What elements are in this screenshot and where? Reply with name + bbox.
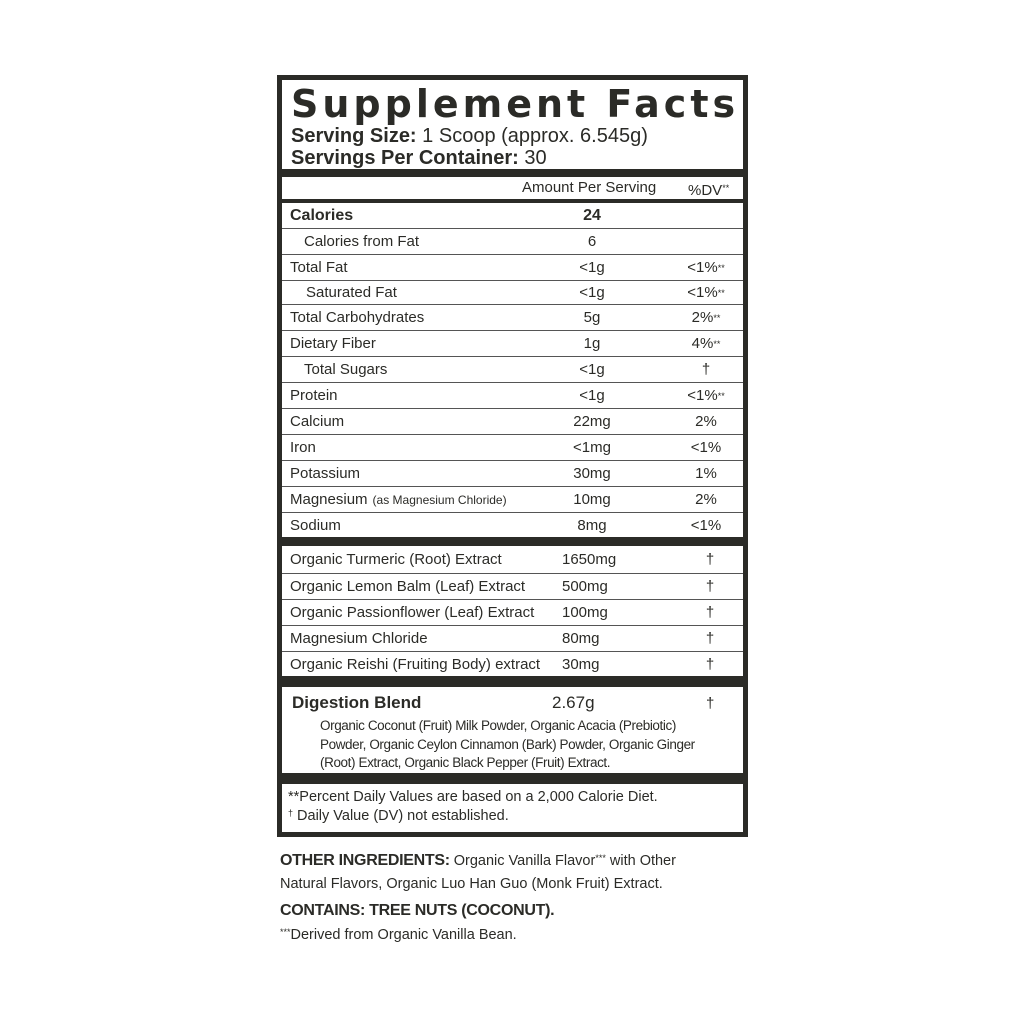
vanilla-note-text: Derived from Organic Vanilla Bean.	[290, 927, 517, 943]
dv-header: %DV**	[688, 182, 730, 199]
extract-amount: 1650mg	[562, 551, 617, 568]
dagger-footnote-mark: †	[288, 808, 294, 818]
nutrient-dv: 2%	[695, 413, 717, 430]
contains-statement: CONTAINS: TREE NUTS (COCONUT).	[280, 902, 555, 919]
extract-row	[282, 599, 743, 625]
blend-box	[282, 687, 743, 773]
extract-amount: 500mg	[562, 578, 608, 595]
nutrient-row	[282, 486, 743, 512]
vanilla-note	[280, 927, 750, 943]
nutrient-amount: 30mg	[573, 465, 611, 482]
nutrient-dv: †	[701, 361, 711, 378]
nutrient-name: Saturated Fat	[306, 284, 397, 301]
blend-amount: 2.67g	[552, 693, 595, 712]
nutrient-row	[282, 512, 743, 537]
extract-name: Organic Lemon Balm (Leaf) Extract	[290, 578, 526, 595]
nutrient-dv: 2% **	[691, 309, 721, 326]
nutrient-name: Calories from Fat	[304, 233, 420, 250]
serving-size-label: Serving Size:	[291, 125, 417, 147]
extract-amount: 80mg	[562, 630, 600, 647]
extract-name: Organic Passionflower (Leaf) Extract	[290, 604, 535, 621]
other-ingredients-label: OTHER INGREDIENTS:	[280, 852, 450, 869]
supplement-facts-panel	[277, 75, 748, 837]
extract-name: Organic Reishi (Fruiting Body) extract	[290, 655, 541, 673]
nutrient-row	[282, 228, 743, 254]
nutrient-amount: 22mg	[573, 413, 611, 430]
extract-name: Magnesium Chloride	[290, 630, 428, 647]
nutrient-name: Total Carbohydrates	[290, 309, 425, 326]
extract-amount: 100mg	[562, 604, 608, 621]
nutrient-row	[282, 304, 743, 330]
nutrient-name: Magnesium (as Magnesium Chloride)	[290, 491, 507, 508]
nutrient-row	[282, 434, 743, 460]
nutrient-row	[282, 382, 743, 408]
nutrient-row	[282, 408, 743, 434]
nutrient-amount: 5g	[583, 309, 601, 326]
other-ingredients-text-a: Organic Vanilla Flavor	[453, 853, 596, 869]
extract-name: Organic Turmeric (Root) Extract	[290, 551, 502, 568]
column-header-box	[282, 177, 743, 199]
nutrient-dv: 2%	[695, 491, 717, 508]
extract-dv: †	[705, 604, 715, 621]
nutrient-dv: 1%	[695, 465, 717, 482]
nutrient-amount: 10mg	[573, 491, 611, 508]
nutrient-dv	[668, 229, 743, 254]
percent-footnote-mark: **	[288, 789, 300, 805]
dagger-footnote-text: Daily Value (DV) not established.	[297, 808, 509, 824]
nutrient-name: Potassium	[290, 465, 361, 482]
extract-row	[282, 625, 743, 651]
other-ingredients-line1	[280, 852, 750, 870]
panel-title: Supplement Facts	[291, 82, 740, 126]
extract-amount: 30mg	[562, 655, 600, 673]
amount-per-serving-header: Amount Per Serving	[522, 179, 657, 196]
vanilla-note-mark: ***	[280, 927, 291, 937]
nutrient-row	[282, 460, 743, 486]
extract-dv: †	[705, 630, 715, 647]
extract-row	[282, 573, 743, 599]
nutrient-row	[282, 254, 743, 280]
percent-footnote	[288, 789, 658, 805]
nutrient-dv: <1%	[690, 516, 722, 534]
nutrient-name: Calcium	[290, 413, 345, 430]
serving-size	[291, 125, 648, 148]
other-ingredients-line2: Natural Flavors, Organic Luo Han Guo (Monk Fruit) Extract.	[280, 876, 663, 892]
footnote-box	[282, 784, 743, 832]
nutrient-dv: <1% **	[687, 259, 725, 276]
blend-dv: †	[706, 695, 715, 712]
nutrient-dv: <1% **	[687, 284, 725, 301]
nutrient-amount: 8mg	[577, 516, 607, 534]
nutrient-dv	[668, 203, 743, 228]
dagger-footnote	[288, 808, 509, 824]
extract-dv: †	[705, 578, 715, 595]
blend-description: Organic Coconut (Fruit) Milk Powder, Organic Acacia (Prebiotic) Powder, Organic Ceylon Cinnamon (Bark) Powder, Organic Ginger (Root) Extract, Organic Black Pepper (Fruit) Extract.	[320, 718, 695, 770]
nutrient-name: Total Sugars	[304, 361, 388, 378]
nutrients-box	[282, 203, 743, 537]
nutrient-amount: 24	[583, 206, 601, 224]
nutrient-name: Iron	[290, 439, 316, 456]
nutrient-row	[282, 280, 743, 304]
nutrient-name: Protein	[290, 387, 338, 404]
extract-dv: †	[705, 655, 715, 673]
extracts-box	[282, 546, 743, 676]
nutrient-dv: <1%	[690, 439, 722, 456]
nutrient-amount: 1g	[583, 335, 601, 352]
header-box	[282, 80, 743, 169]
nutrient-amount: <1g	[579, 361, 605, 378]
nutrient-dv: <1% **	[687, 387, 725, 404]
servings-per-container	[291, 147, 547, 169]
extract-row	[282, 546, 743, 573]
nutrient-row	[282, 203, 743, 228]
percent-footnote-text: Percent Daily Values are based on a 2,000 Calorie Diet.	[299, 789, 658, 805]
extract-dv: †	[705, 551, 715, 568]
nutrient-amount: <1g	[579, 284, 605, 301]
nutrient-amount: <1g	[579, 259, 605, 276]
nutrient-amount: <1g	[579, 387, 605, 404]
nutrient-note: (as Magnesium Chloride)	[372, 492, 507, 507]
nutrient-amount: 6	[587, 233, 597, 250]
serving-size-value: 1 Scoop (approx. 6.545g)	[422, 125, 648, 147]
nutrient-row	[282, 356, 743, 382]
other-ingredients-mark: ***	[595, 853, 606, 863]
blend-name: Digestion Blend	[292, 693, 422, 712]
nutrient-name: Calories	[290, 206, 354, 224]
other-ingredients-text-b: with Other	[609, 853, 676, 869]
extract-row	[282, 651, 743, 676]
nutrient-row	[282, 330, 743, 356]
nutrient-name: Dietary Fiber	[290, 335, 376, 352]
servings-value: 30	[524, 147, 547, 169]
nutrient-name: Sodium	[290, 516, 341, 534]
servings-label: Servings Per Container:	[291, 147, 519, 169]
nutrient-name: Total Fat	[290, 259, 348, 276]
nutrient-dv: 4% **	[691, 335, 721, 352]
nutrient-amount: <1mg	[573, 439, 611, 456]
